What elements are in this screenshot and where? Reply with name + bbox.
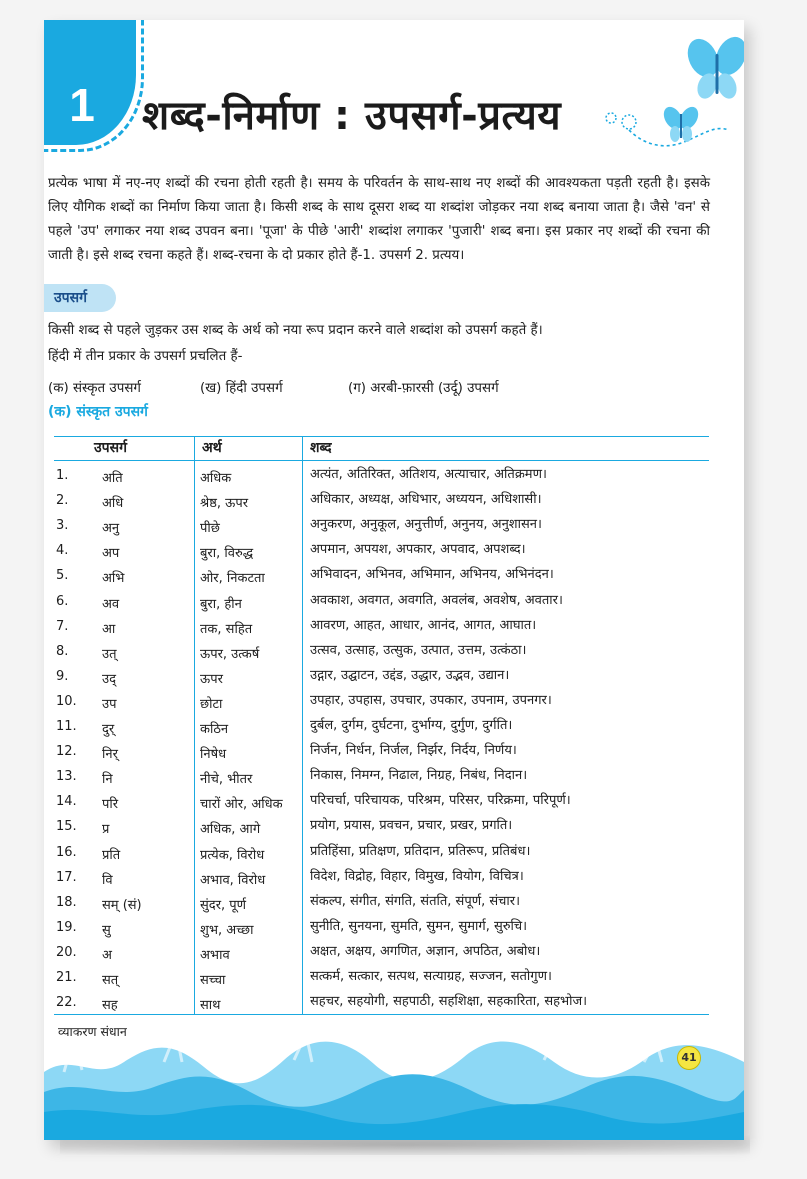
intro-paragraph: प्रत्येक भाषा में नए-नए शब्दों की रचना होती रहती है। समय के परिवर्तन के साथ-साथ नए शब्दों की आवश्यकता पड़ती रहती है। इसके लिए यौगिक शब्दों का निर्माण किया जाता है। किसी शब्द के साथ दूसरा शब्द या शब्दांश जोड़कर नया शब्द बनाया जाता है। जैसे 'वन' से पहले 'उप' लगाकर नया शब्द उपवन बना। 'पूजा' के पीछे 'आरी' शब्दांश लगाकर 'पुजारी' शब्द बना। इस प्रकार नए शब्दों की रचना की जाती है। इसे शब्द रचना कहते हैं। शब्द-रचना के दो प्रकार होते हैं-1. उपसर्ग 2. प्रत्यय। (48, 176, 710, 263)
arth-cell: अभाव (200, 947, 230, 963)
shabd-cell: सुनीति, सुनयना, सुमति, सुमन, सुमार्ग, सुरुचि। (310, 918, 528, 934)
upsarg-cell: अधि (102, 496, 124, 512)
arth-cell: बुरा, विरुद्ध (200, 546, 254, 562)
shabd-cell: आवरण, आहत, आधार, आनंद, आगत, आघात। (310, 617, 537, 633)
shabd-cell: अपमान, अपयश, अपकार, अपवाद, अपशब्द। (310, 542, 526, 558)
upsarg-cell: अति (102, 471, 123, 486)
upsarg-cell: उद् (102, 671, 117, 687)
row-number: 22. (56, 995, 77, 1011)
row-number: 11. (56, 719, 77, 734)
chapter-title: शब्द-निर्माण : उपसर्ग-प्रत्यय (142, 93, 562, 139)
table-header-rule (54, 460, 709, 461)
upsarg-cell: सह (102, 998, 118, 1014)
upsarg-cell: सम् (सं) (102, 897, 142, 913)
arth-cell: ऊपर, उत्कर्ष (200, 646, 260, 662)
shabd-cell: प्रतिहिंसा, प्रतिक्षण, प्रतिदान, प्रतिरूप, प्रतिबंध। (310, 843, 531, 859)
arth-cell: बुरा, हीन (200, 596, 242, 612)
types-intro: हिंदी में तीन प्रकार के उपसर्ग प्रचलित हैं- (48, 349, 243, 364)
row-number: 4. (56, 543, 69, 559)
upsarg-cell: सत् (102, 973, 119, 988)
row-number: 2. (56, 493, 69, 509)
shabd-cell: अत्यंत, अतिरिक्त, अतिशय, अत्याचार, अतिक्रमण। (310, 467, 547, 482)
header-upsarg: उपसर्ग (94, 440, 127, 456)
row-number: 7. (56, 618, 69, 634)
arth-cell: पीछे (200, 521, 220, 537)
types-list (48, 378, 698, 398)
shabd-cell: उद्गार, उद्घाटन, उद्दंड, उद्धार, उद्भव, उद्यान। (310, 667, 510, 683)
butterfly-decoration-icon (589, 30, 744, 160)
shabd-cell: सत्कर्म, सत्कार, सत्पथ, सत्याग्रह, सज्जन, सतोगुण। (310, 969, 552, 984)
type-item: (क) संस्कृत उपसर्ग (48, 381, 141, 396)
shabd-cell: अनुकरण, अनुकूल, अनुत्तीर्ण, अनुनय, अनुशासन। (310, 517, 542, 533)
upsarg-table (54, 434, 709, 1016)
row-number: 21. (56, 970, 77, 985)
upsarg-cell: निर् (102, 747, 118, 763)
shabd-cell: निर्जन, निर्धन, निर्जल, निर्झर, निर्दय, निर्णय। (310, 743, 517, 759)
arth-cell: सच्चा (200, 973, 226, 988)
shabd-cell: अधिकार, अध्यक्ष, अधिभार, अध्ययन, अधिशासी। (310, 492, 542, 508)
upsarg-cell: उत् (102, 646, 117, 662)
shabd-cell: परिचर्चा, परिचायक, परिश्रम, परिसर, परिक्रमा, परिपूर्ण। (310, 793, 571, 809)
row-number: 5. (56, 568, 69, 584)
row-number: 15. (56, 819, 77, 835)
type-item: (ख) हिंदी उपसर्ग (200, 381, 283, 396)
type-item: (ग) अरबी-फ़ारसी (उर्दू) उपसर्ग (348, 381, 499, 396)
wave-decoration (44, 1032, 744, 1140)
arth-cell: तक, सहित (200, 621, 253, 637)
upsarg-cell: परि (102, 797, 119, 813)
row-number: 12. (56, 744, 77, 760)
upsarg-cell: प्र (102, 822, 110, 838)
chapter-number: 1 (69, 79, 95, 131)
arth-cell: कठिन (200, 722, 229, 737)
row-number: 17. (56, 869, 77, 885)
upsarg-cell: दुर् (102, 722, 115, 737)
arth-cell: चारों ओर, अधिक (200, 797, 283, 813)
page-number: 41 (677, 1046, 701, 1070)
shabd-cell: अवकाश, अवगत, अवगति, अवलंब, अवशेष, अवतार। (310, 592, 563, 608)
upsarg-cell: प्रति (102, 847, 121, 863)
arth-cell: प्रत्येक, विरोध (200, 847, 265, 863)
shabd-cell: प्रयोग, प्रयास, प्रवचन, प्रचार, प्रखर, प्रगति। (310, 818, 513, 834)
row-number: 1. (56, 468, 69, 483)
row-number: 18. (56, 894, 77, 910)
row-number: 3. (56, 518, 69, 534)
header-arth: अर्थ (202, 440, 222, 456)
upsarg-cell: वि (102, 872, 113, 888)
upsarg-cell: अप (102, 546, 120, 562)
table-row (54, 995, 709, 1020)
arth-cell: अधिक (200, 471, 232, 486)
subheading: (क) संस्कृत उपसर्ग (48, 404, 148, 420)
arth-cell: शुभ, अच्छा (200, 922, 254, 938)
shabd-cell: संकल्प, संगीत, संगति, संतति, संपूर्ण, संचार। (310, 893, 521, 909)
section-heading: उपसर्ग (44, 284, 116, 312)
upsarg-cell: नि (102, 772, 113, 788)
arth-cell: ओर, निकटता (200, 571, 265, 587)
arth-cell: अधिक, आगे (200, 822, 261, 838)
row-number: 8. (56, 643, 69, 659)
shabd-cell: निकास, निमग्न, निढाल, निग्रह, निबंध, निदान। (310, 768, 528, 784)
upsarg-cell: अव (102, 596, 120, 612)
shabd-cell: सहचर, सहयोगी, सहपाठी, सहशिक्षा, सहकारिता, सहभोज। (310, 994, 588, 1010)
upsarg-cell: आ (102, 621, 116, 637)
upsarg-cell: सु (102, 922, 111, 938)
upsarg-cell: उप (102, 696, 117, 712)
arth-cell: सुंदर, पूर्ण (200, 897, 247, 913)
arth-cell: नीचे, भीतर (200, 772, 253, 788)
upsarg-cell: अ (102, 947, 112, 963)
arth-cell: निषेध (200, 747, 227, 763)
upsarg-cell: अनु (102, 521, 120, 537)
shabd-cell: दुर्बल, दुर्गम, दुर्घटना, दुर्भाग्य, दुर्गुण, दुर्गति। (310, 718, 513, 733)
header-shabd: शब्द (310, 440, 332, 456)
row-number: 20. (56, 944, 77, 960)
arth-cell: अभाव, विरोध (200, 872, 266, 888)
row-number: 16. (56, 844, 77, 860)
arth-cell: ऊपर (200, 671, 223, 687)
arth-cell: श्रेष्ठ, ऊपर (200, 496, 249, 512)
row-number: 13. (56, 769, 77, 785)
shabd-cell: उत्सव, उत्साह, उत्सुक, उत्पात, उत्तम, उत्कंठा। (310, 642, 527, 658)
shabd-cell: विदेश, विद्रोह, विहार, विमुख, वियोग, विचित्र। (310, 868, 524, 884)
definition-text: किसी शब्द से पहले जुड़कर उस शब्द के अर्थ को नया रूप प्रदान करने वाले शब्दांश को उपसर्ग कहते हैं। (48, 323, 543, 338)
arth-cell: छोटा (200, 696, 223, 712)
shabd-cell: अक्षत, अक्षय, अगणित, अज्ञान, अपठित, अबोध। (310, 943, 541, 959)
book-name: व्याकरण संधान (58, 1024, 127, 1039)
row-number: 6. (56, 593, 69, 609)
arth-cell: साथ (200, 998, 221, 1014)
shabd-cell: उपहार, उपहास, उपचार, उपकार, उपनाम, उपनगर। (310, 692, 552, 708)
table-top-rule (54, 436, 709, 437)
row-number: 19. (56, 919, 77, 935)
textbook-page (44, 20, 744, 1140)
row-number: 9. (56, 668, 69, 684)
upsarg-cell: अभि (102, 571, 125, 587)
shabd-cell: अभिवादन, अभिनव, अभिमान, अभिनय, अभिनंदन। (310, 567, 554, 583)
row-number: 14. (56, 794, 77, 810)
row-number: 10. (56, 693, 77, 709)
